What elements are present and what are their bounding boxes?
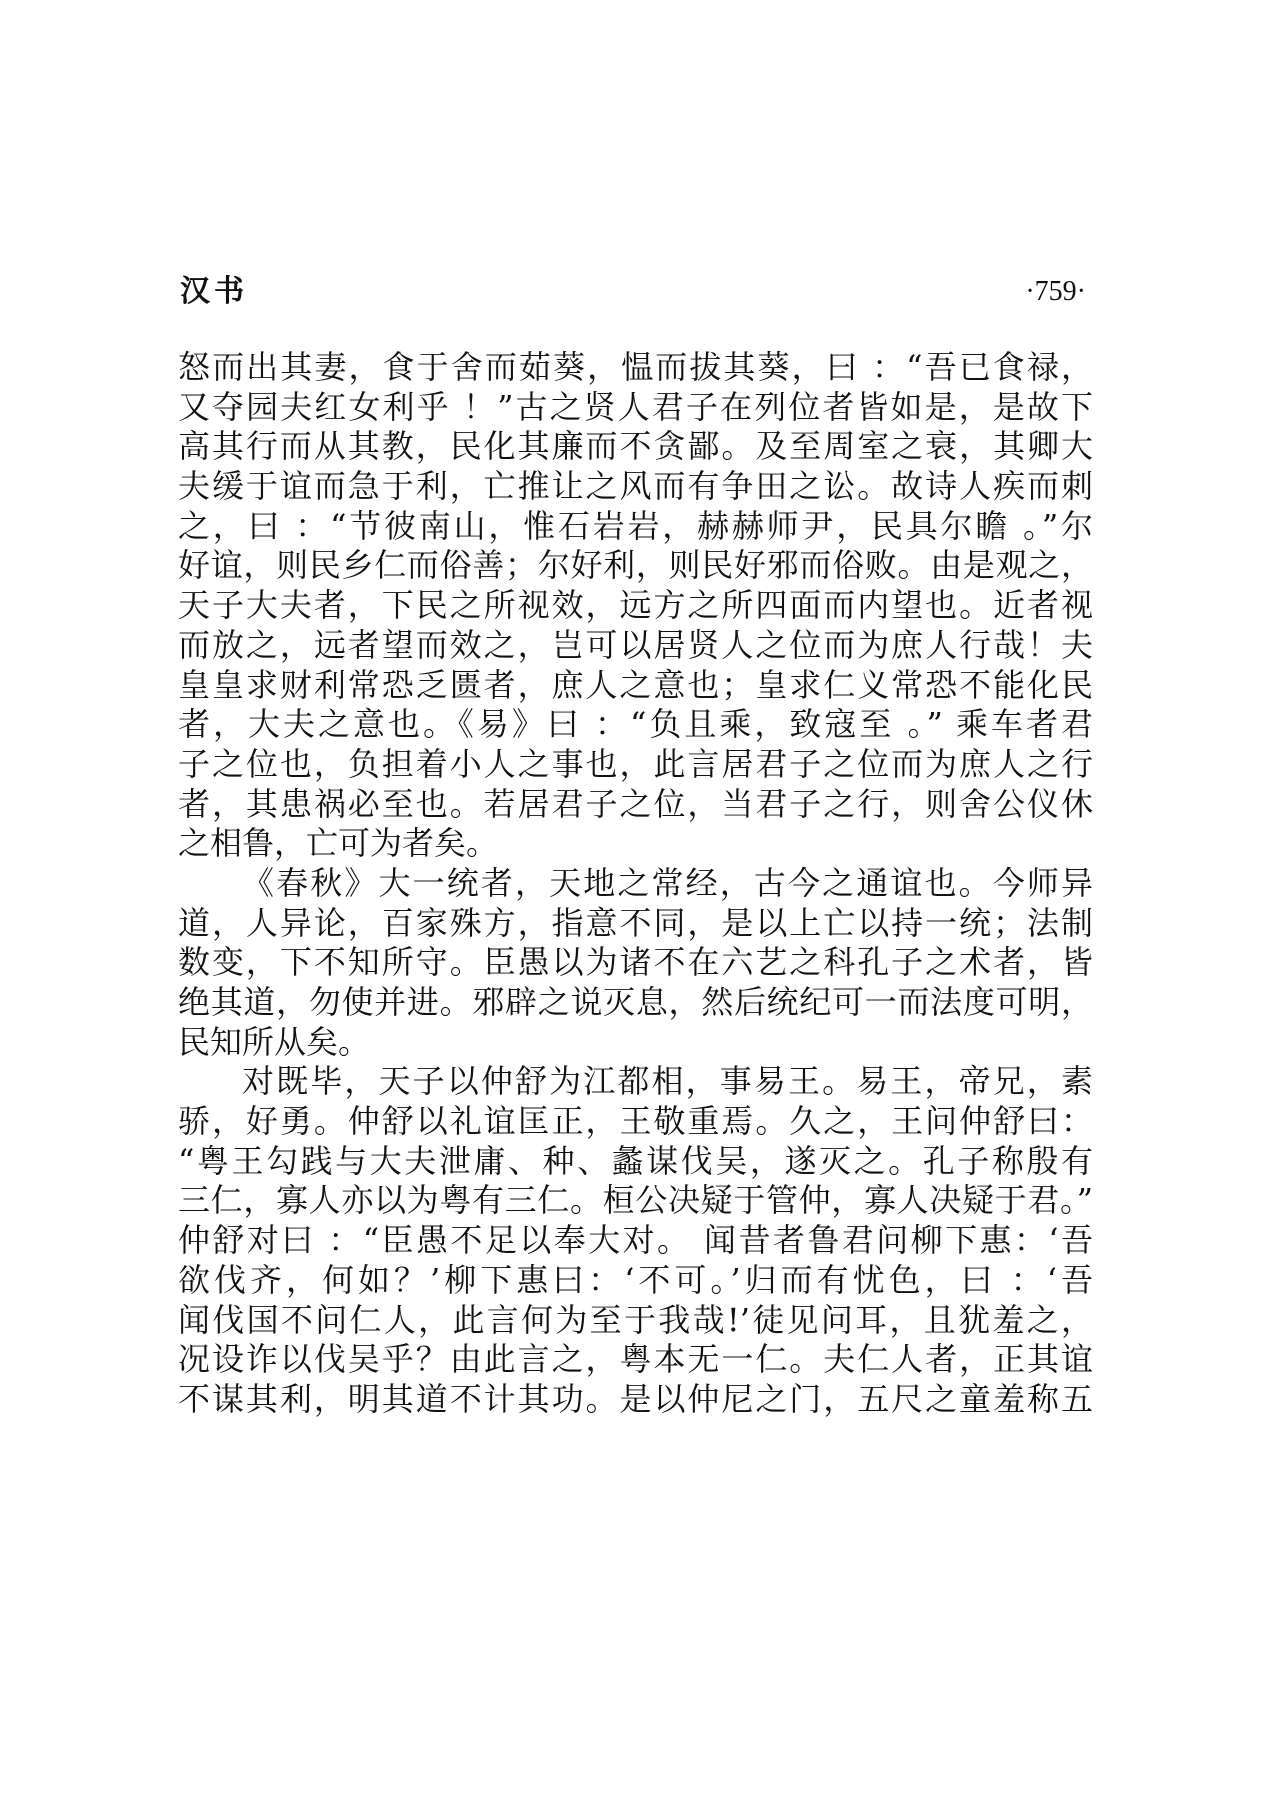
text-line: 之相鲁，亡可为者矣。 bbox=[178, 824, 499, 863]
book-title: 汉书 bbox=[180, 274, 248, 309]
body-text bbox=[178, 348, 1093, 1420]
text-line: 三仁，寡人亦以为粤有三仁。桓公决疑于管仲，寡人决疑于君。” bbox=[178, 1181, 1093, 1220]
paragraph-first-line: 对既毕，天子以仲舒为江都相，事易王。易王，帝兄，素 bbox=[242, 1062, 1093, 1101]
text-line: 夫缓于谊而急于利，亡推让之风而有争田之讼。故诗人疾而刺 bbox=[178, 467, 1093, 506]
text-line: 况设诈以伐吴乎？由此言之，粤本无一仁。夫仁人者，正其谊 bbox=[178, 1340, 1093, 1379]
text-line: 骄，好勇。仲舒以礼谊匡正，王敬重焉。久之，王问仲舒曰： bbox=[178, 1102, 1093, 1141]
text-line: 子之位也，负担着小人之事也，此言居君子之位而为庶人之行 bbox=[178, 744, 1093, 783]
text-line: 仲舒对曰 ：“臣愚不足以奉大对。 闻昔者鲁君问柳下惠：‘吾 bbox=[178, 1221, 1093, 1260]
text-line: 又夺园夫红女利乎 ！”古之贤人君子在列位者皆如是，是故下 bbox=[178, 387, 1093, 426]
page-header bbox=[180, 272, 1086, 312]
text-line: 好谊，则民乡仁而俗善；尔好利，则民好邪而俗败。由是观之， bbox=[178, 546, 1093, 585]
text-line: 民知所从矣。 bbox=[178, 1022, 371, 1061]
text-line: 天子大夫者，下民之所视效，远方之所四面而内望也。近者视 bbox=[178, 586, 1093, 625]
text-line: 之，曰 ：“节彼南山，惟石岩岩，赫赫师尹，民具尔瞻 。”尔 bbox=[178, 506, 1093, 545]
text-line: 怒而出其妻，食于舍而茹葵，愠而拔其葵，曰 ：“吾已食禄， bbox=[178, 348, 1093, 386]
text-line: 数变，下不知所守。臣愚以为诸不在六艺之科孔子之术者，皆 bbox=[178, 943, 1093, 982]
text-line: 高其行而从其教，民化其廉而不贪鄙。及至周室之衰，其卿大 bbox=[178, 427, 1093, 466]
text-line: 者，其患祸必至也。若居君子之位，当君子之行，则舍公仪休 bbox=[178, 784, 1093, 823]
paragraph-first-line: 《春秋》大一统者，天地之常经，古今之通谊也。今师异 bbox=[242, 863, 1093, 902]
text-line: 道，人异论，百家殊方，指意不同，是以上亡以持一统；法制 bbox=[178, 903, 1093, 942]
text-line: 而放之，远者望而效之，岂可以居贤人之位而为庶人行哉！夫 bbox=[178, 625, 1093, 664]
text-line: 不谋其利，明其道不计其功。是以仲尼之门，五尺之童羞称五 bbox=[178, 1379, 1093, 1418]
text-line: 欲伐齐，何如？’柳下惠曰：‘不可。’归而有忧色，曰 ：‘吾 bbox=[178, 1260, 1093, 1299]
text-line: “粤王勾践与大夫泄庸、种、蠡谋伐吴，遂灭之。孔子称殷有 bbox=[178, 1141, 1093, 1180]
text-line: 皇皇求财利常恐乏匮者，庶人之意也；皇求仁义常恐不能化民 bbox=[178, 665, 1093, 704]
text-line: 绝其道，勿使并进。邪辟之说灭息，然后统纪可一而法度可明， bbox=[178, 983, 1093, 1021]
text-line: 者，大夫之意也。《易》曰 ：“负且乘，致寇至 。” 乘车者君 bbox=[178, 705, 1093, 744]
text-line: 闻伐国不问仁人，此言何为至于我哉!’徒见问耳，且犹羞之， bbox=[178, 1300, 1093, 1339]
page-number: ·759· bbox=[1025, 276, 1086, 307]
